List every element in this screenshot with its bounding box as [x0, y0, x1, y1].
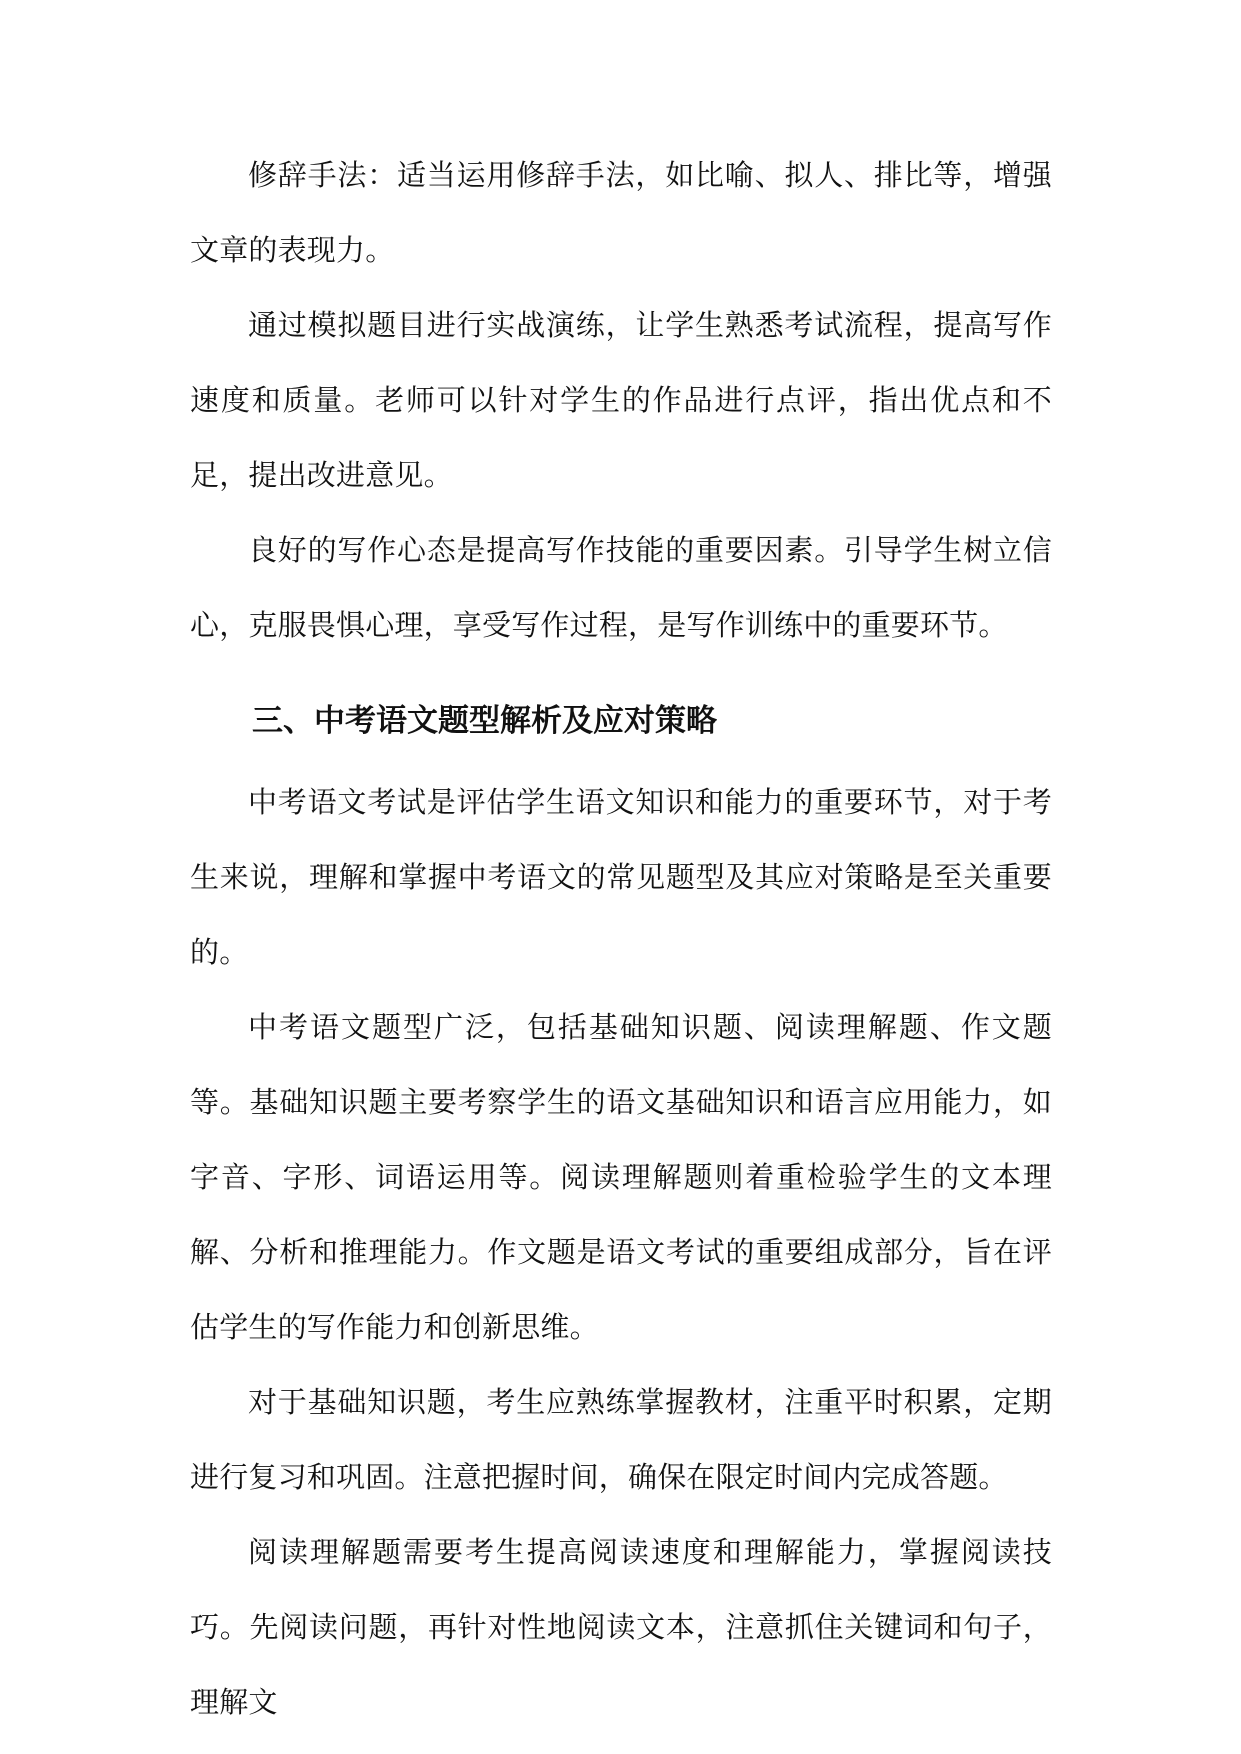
- paragraph: 阅读理解题需要考生提高阅读速度和理解能力，掌握阅读技巧。先阅读问题，再针对性地阅读文本，注意抓住关键词和句子，理解文: [190, 1535, 1052, 1719]
- paragraph: 对于基础知识题，考生应熟练掌握教材，注重平时积累，定期进行复习和巩固。注意把握时间，确保在限定时间内完成答题。: [190, 1385, 1052, 1494]
- paragraph: 通过模拟题目进行实战演练，让学生熟悉考试流程，提高写作速度和质量。老师可以针对学生的作品进行点评，指出优点和不足，提出改进意见。: [190, 308, 1052, 492]
- section-heading: 三、中考语文题型解析及应对策略: [252, 703, 717, 739]
- paragraph: 良好的写作心态是提高写作技能的重要因素。引导学生树立信心，克服畏惧心理，享受写作过程，是写作训练中的重要环节。: [190, 533, 1052, 642]
- paragraph: 中考语文题型广泛，包括基础知识题、阅读理解题、作文题等。基础知识题主要考察学生的语文基础知识和语言应用能力，如字音、字形、词语运用等。阅读理解题则着重检验学生的文本理解、分析和推理能力。作文题是语文考试的重要组成部分，旨在评估学生的写作能力和创新思维。: [190, 1010, 1052, 1344]
- document-body: [190, 138, 1052, 1740]
- paragraph: 中考语文考试是评估学生语文知识和能力的重要环节，对于考生来说，理解和掌握中考语文的常见题型及其应对策略是至关重要的。: [190, 785, 1052, 969]
- paragraph: 修辞手法：适当运用修辞手法，如比喻、拟人、排比等，增强文章的表现力。: [190, 158, 1052, 267]
